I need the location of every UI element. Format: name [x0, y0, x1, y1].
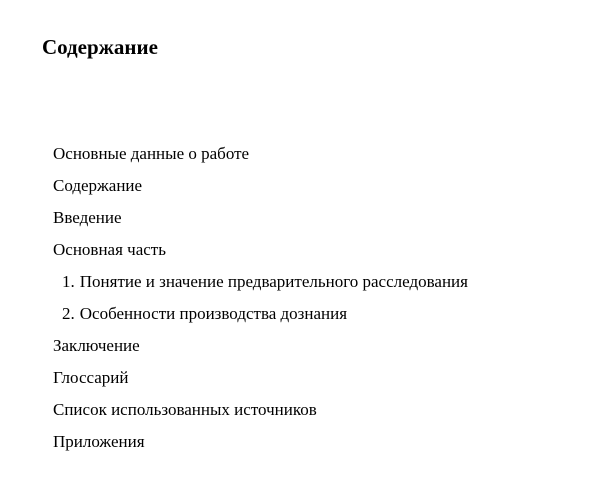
- toc-item-references[interactable]: [53, 396, 468, 428]
- toc-item-conclusion[interactable]: [53, 332, 468, 364]
- toc-item-label: Введение: [53, 208, 122, 227]
- toc-item-label: Глоссарий: [53, 368, 129, 387]
- toc-item-label: Список использованных источников: [53, 400, 317, 419]
- toc-item-label: Заключение: [53, 336, 140, 355]
- toc-item-number: 2.: [62, 304, 75, 323]
- page-title: Содержание: [42, 35, 158, 59]
- toc-item-label: Особенности производства дознания: [79, 304, 348, 323]
- toc-item-number: 1.: [62, 272, 75, 291]
- toc-item-glossary[interactable]: [53, 364, 468, 396]
- toc-item-main-data[interactable]: [53, 140, 468, 172]
- toc-item-contents[interactable]: [53, 172, 468, 204]
- toc-item-label: Основная часть: [53, 240, 166, 259]
- toc-item-main-part[interactable]: [53, 236, 468, 268]
- table-of-contents: [53, 140, 468, 460]
- toc-item-introduction[interactable]: [53, 204, 468, 236]
- toc-item-section-1[interactable]: [53, 268, 468, 300]
- toc-item-label: Приложения: [53, 432, 145, 451]
- toc-item-section-2[interactable]: [53, 300, 468, 332]
- toc-item-label: Содержание: [53, 176, 143, 195]
- toc-item-label: Основные данные о работе: [53, 144, 250, 163]
- toc-item-label: Понятие и значение предварительного расследования: [79, 272, 468, 291]
- toc-item-appendices[interactable]: [53, 428, 468, 460]
